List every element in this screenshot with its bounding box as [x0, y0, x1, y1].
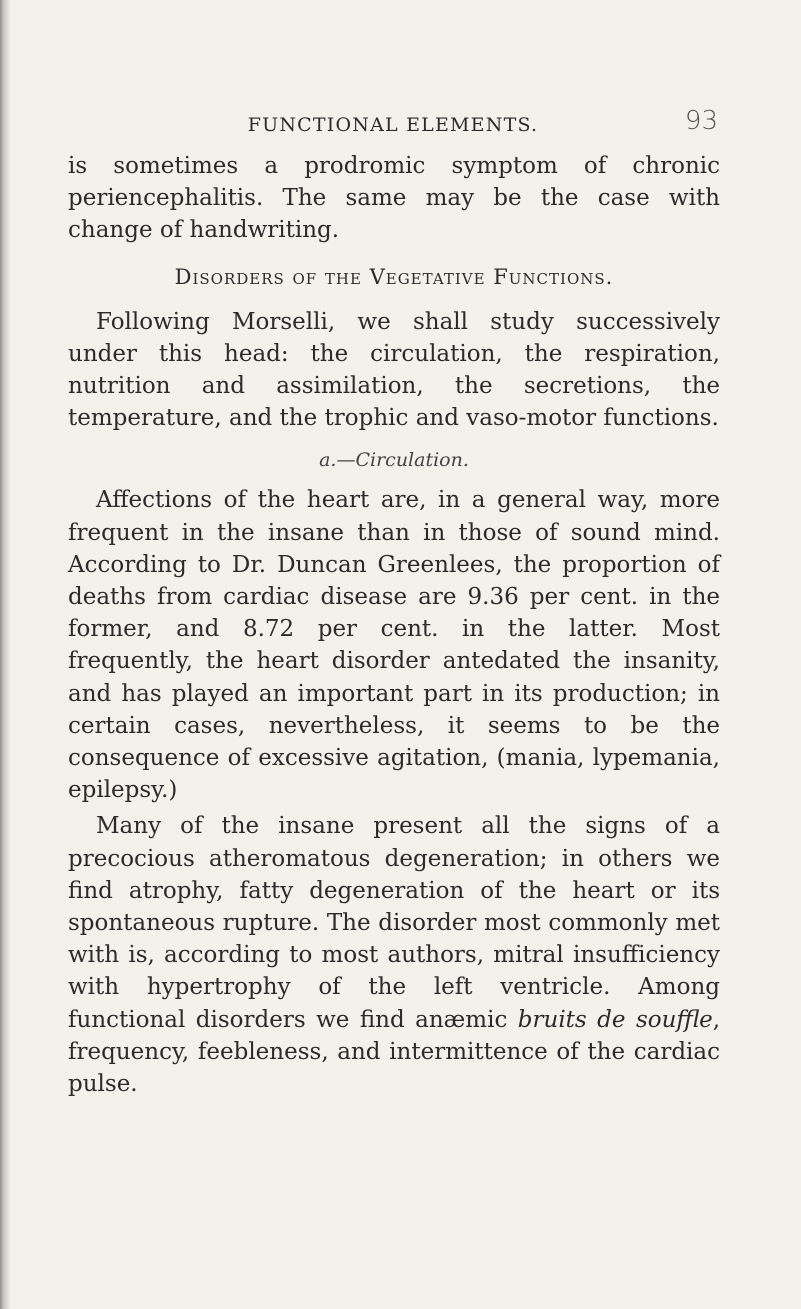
paragraph-text-before-italic: Many of the insane present all the signs of a precocious atheromatous degeneration; in others we find atrophy, fatty degeneration of the heart or its spontaneous rupture. The disorder most commonly met with is, according to most authors, mitral insufficiency with hypertrophy of the left ventricle. Among functional disorders we find anæmic	[68, 813, 720, 1033]
section-paragraph: Following Morselli, we shall study successively under this head: the circulation, the respiration, nutrition and assimilation, the secretions, the temperature, and the trophic and vaso-motor functions.	[68, 308, 720, 432]
subsection-heading: a.—Circulation.	[319, 449, 469, 472]
paragraph-text-after-italic: , frequency, feebleness, and intermittence of the cardiac pulse.	[68, 1006, 721, 1098]
italic-term: bruits de souffle	[517, 1006, 713, 1033]
section-heading: Disorders of the Vegetative Functions.	[174, 264, 614, 289]
running-head	[68, 106, 718, 144]
circulation-paragraph-1: Affections of the heart are, in a general way, more frequent in the insane than in those of sound mind. According to Dr. Duncan Greenlees, the proportion of deaths from cardiac disease are 9.36 per cent. in the former, and 8.72 per cent. in the latter. Most frequently, the heart disorder antedated the insanity, and has played an important part in its production; in certain cases, nevertheless, it seems to be the consequence of excessive agitation, (mania, lypemania, epilepsy.)	[68, 487, 720, 804]
circulation-paragraph-2	[68, 810, 720, 1100]
page-number: 93	[684, 106, 718, 136]
body-text	[68, 150, 720, 1100]
page-binding-edge	[0, 0, 10, 1309]
running-title: FUNCTIONAL ELEMENTS.	[247, 114, 539, 136]
intro-paragraph: is sometimes a prodromic symptom of chronic periencephalitis. The same may be the case with change of handwriting.	[68, 153, 720, 244]
